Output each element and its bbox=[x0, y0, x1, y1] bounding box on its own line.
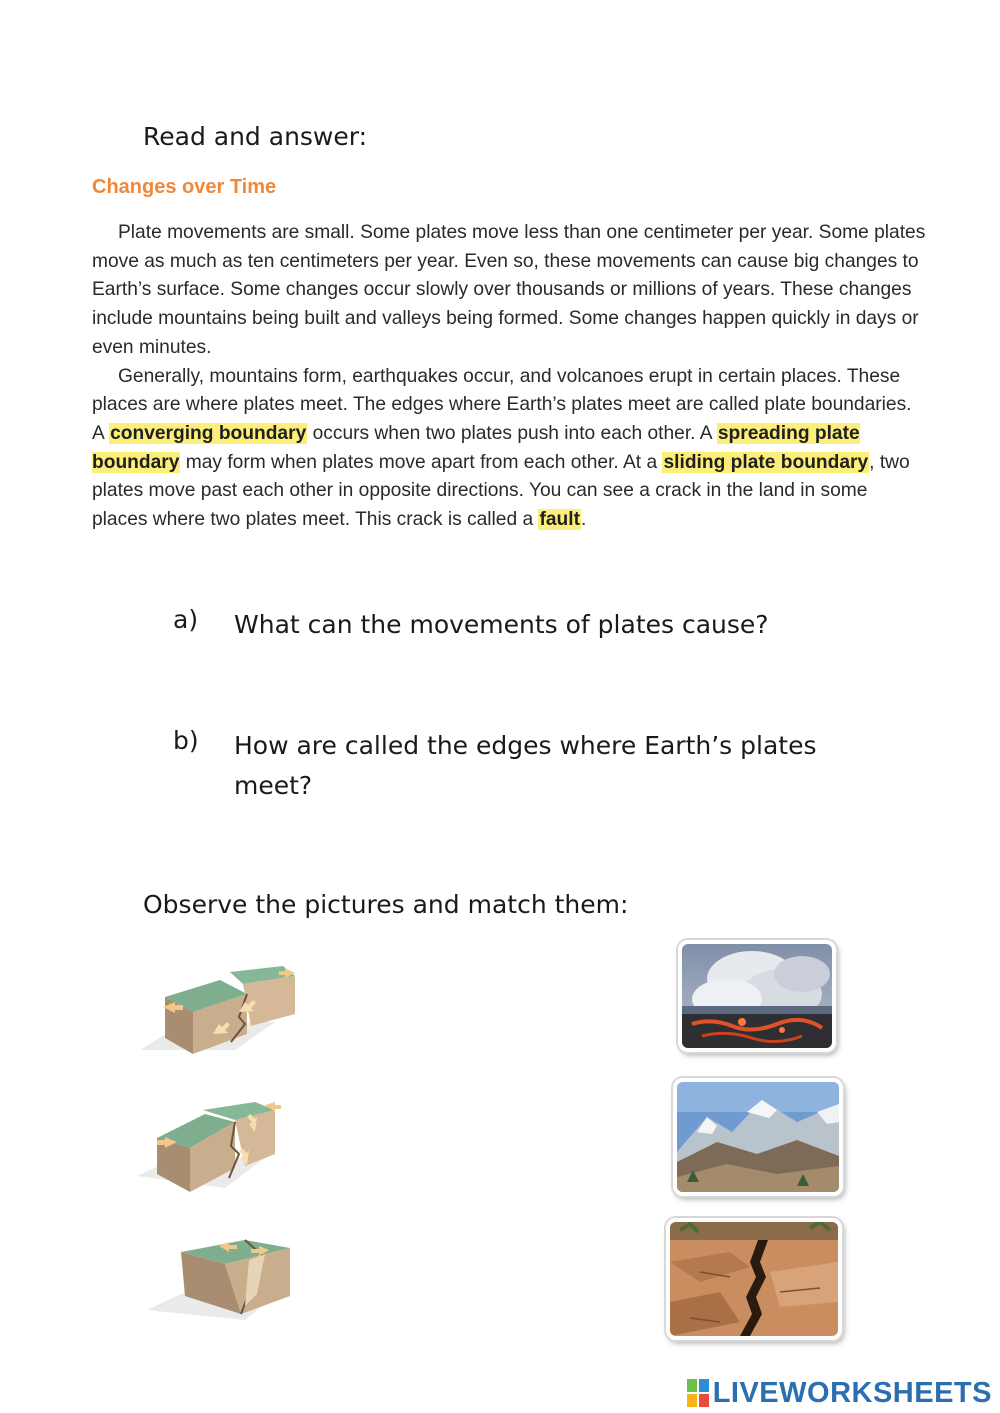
instruction-observe-match: Observe the pictures and match them: bbox=[143, 890, 629, 919]
instruction-read-answer: Read and answer: bbox=[143, 122, 368, 151]
spreading-boundary-diagram[interactable] bbox=[135, 962, 305, 1061]
sliding-boundary-image bbox=[145, 1226, 295, 1326]
term-sliding-boundary: sliding plate boundary bbox=[663, 451, 869, 473]
section-title: Changes over Time bbox=[92, 176, 277, 198]
term-fault: fault bbox=[539, 509, 580, 531]
passage-text: may form when plates move apart from each other. At a bbox=[180, 451, 663, 473]
liveworksheets-wordmark: LIVEWORKSHEETS bbox=[712, 1376, 992, 1409]
passage-text: . bbox=[581, 509, 587, 531]
passage-text: , two plates move past each other in opposite directions. You can see a crack in the land in some places where two plates meet. This crack is called a bbox=[92, 451, 910, 531]
reading-passage bbox=[92, 219, 927, 535]
term-spreading-boundary: spreading plate boundary bbox=[92, 422, 860, 473]
passage-paragraph-1: Plate movements are small. Some plates move less than one centimeter per year. Some plates move as much as ten centimeters per year. Even so, these movements can cause big changes to Earth’s surface. Some changes occur slowly over thousands or millions of years. These changes include mountains being built and valleys being formed. Some changes happen quickly in days or even minutes. bbox=[92, 222, 926, 358]
term-converging-boundary: converging boundary bbox=[110, 422, 307, 444]
fault-crack-image bbox=[670, 1222, 838, 1336]
spreading-boundary-image bbox=[135, 962, 305, 1057]
converging-boundary-image bbox=[135, 1096, 285, 1196]
mountain-image bbox=[677, 1082, 839, 1192]
sliding-boundary-diagram[interactable] bbox=[145, 1226, 295, 1330]
passage-text: occurs when two plates push into each other. A bbox=[307, 422, 717, 444]
question-letter: b) bbox=[173, 726, 199, 755]
liveworksheets-logo bbox=[687, 1376, 992, 1410]
passage-paragraph-2 bbox=[92, 363, 927, 535]
volcano-photo[interactable] bbox=[678, 940, 836, 1052]
passage-text: Generally, mountains form, earthquakes occur, and volcanoes erupt in certain places. These places are where plates meet. The edges where Earth’s plates meet are called plate boundaries. A bbox=[92, 365, 912, 444]
question-text: How are called the edges where Earth’s plates meet? bbox=[234, 731, 817, 800]
volcano-image bbox=[682, 944, 832, 1048]
converging-boundary-diagram[interactable] bbox=[135, 1096, 285, 1200]
question-text: What can the movements of plates cause? bbox=[234, 610, 769, 639]
mountain-photo[interactable] bbox=[673, 1078, 843, 1196]
fault-crack-photo[interactable] bbox=[666, 1218, 842, 1340]
liveworksheets-badge-icon bbox=[687, 1379, 709, 1407]
question-letter: a) bbox=[173, 605, 199, 634]
